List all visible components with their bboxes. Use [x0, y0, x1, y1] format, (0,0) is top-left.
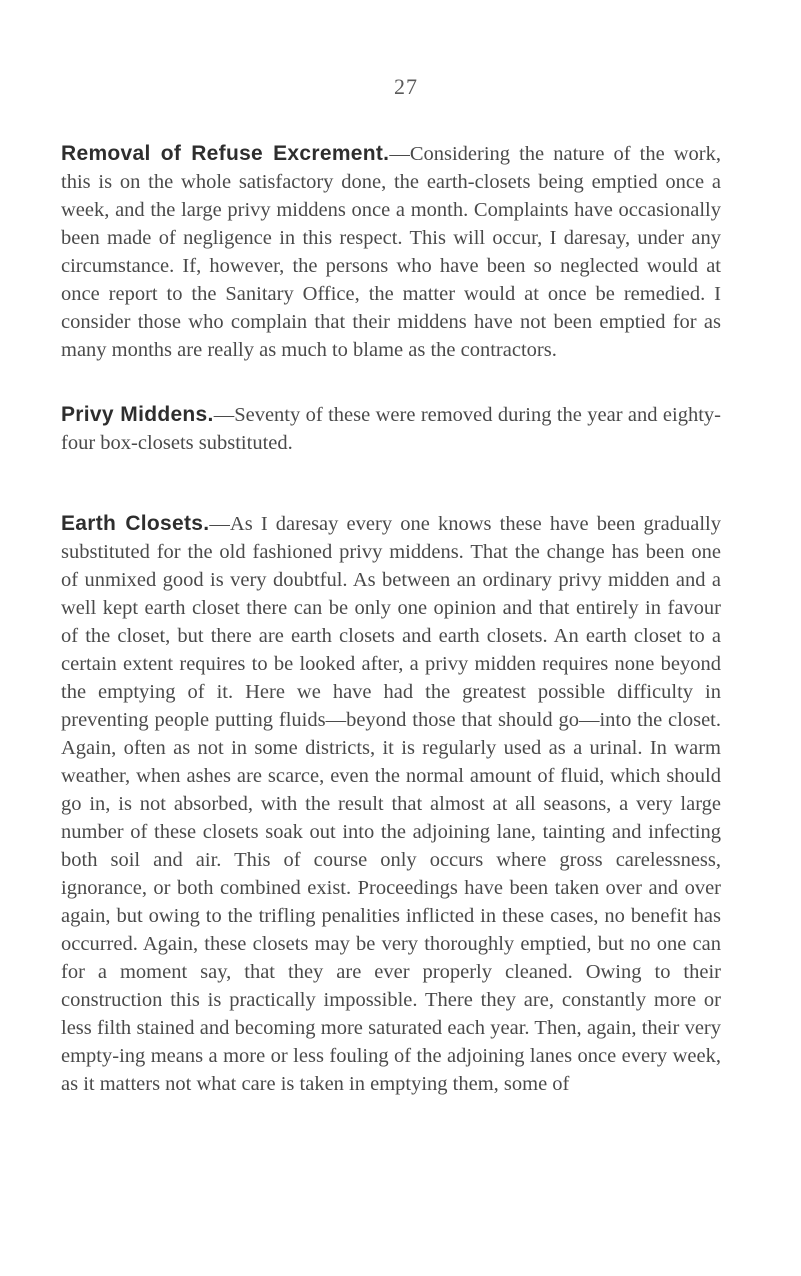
section-privy-middens — [61, 401, 721, 457]
paragraph-earth-closets: —As I daresay every one knows these have been gradually substituted for the old fashioned privy middens. That the change has been one of unmixed good is very doubtful. As between an ordinary privy midden and a well kept earth closet there can be only one opinion and that entirely in favour of the closet, but there are earth closets and earth closets. An earth closet to a certain extent requires to be looked after, a privy midden requires none beyond the emptying of it. Here we have had the greatest possible difficulty in preventing people putting fluids—beyond those that should go—into the closet. Again, often as not in some districts, it is regularly used as a urinal. In warm weather, when ashes are scarce, even the normal amount of fluid, which should go in, is not absorbed, with the result that almost at all seasons, a very large number of these closets soak out into the adjoining lane, tainting and infecting both soil and air. This of course only occurs where gross carelessness, ignorance, or both combined exist. Proceedings have been taken over and over again, but owing to the trifling penalities inflicted in these cases, no benefit has occurred. Again, these closets may be very thoroughly emptied, but no one can for a moment say, that they are ever properly cleaned. Owing to their construction this is practically impossible. There they are, constantly more or less filth stained and becoming more saturated each year. Then, again, their very empty-ing means a more or less fouling of the adjoining lanes once every week, as it matters not what care is taken in emptying them, some of — [61, 513, 721, 1095]
heading-removal-of-refuse: Removal of Refuse Excrement. — [61, 142, 390, 165]
heading-privy-middens: Privy Middens. — [61, 403, 214, 426]
paragraph-removal-of-refuse: —Considering the nature of the work, this is on the whole satisfactory done, the earth-closets being emptied once a week, and the large privy middens once a month. Complaints have occasionally been made of negligence in this respect. This will occur, I daresay, under any circumstance. If, however, the persons who have been so neglected would at once report to the Sanitary Office, the matter would at once be remedied. I consider those who complain that their middens have not been emptied for as many months are really as much to blame as the contractors. — [61, 143, 721, 361]
page-number: 27 — [394, 74, 418, 99]
section-removal-of-refuse — [61, 140, 721, 364]
section-earth-closets — [61, 510, 721, 1098]
heading-earth-closets: Earth Closets. — [61, 512, 210, 535]
paragraph-privy-middens: —Seventy of these were removed during the year and eighty-four box-closets substituted. — [61, 404, 721, 454]
